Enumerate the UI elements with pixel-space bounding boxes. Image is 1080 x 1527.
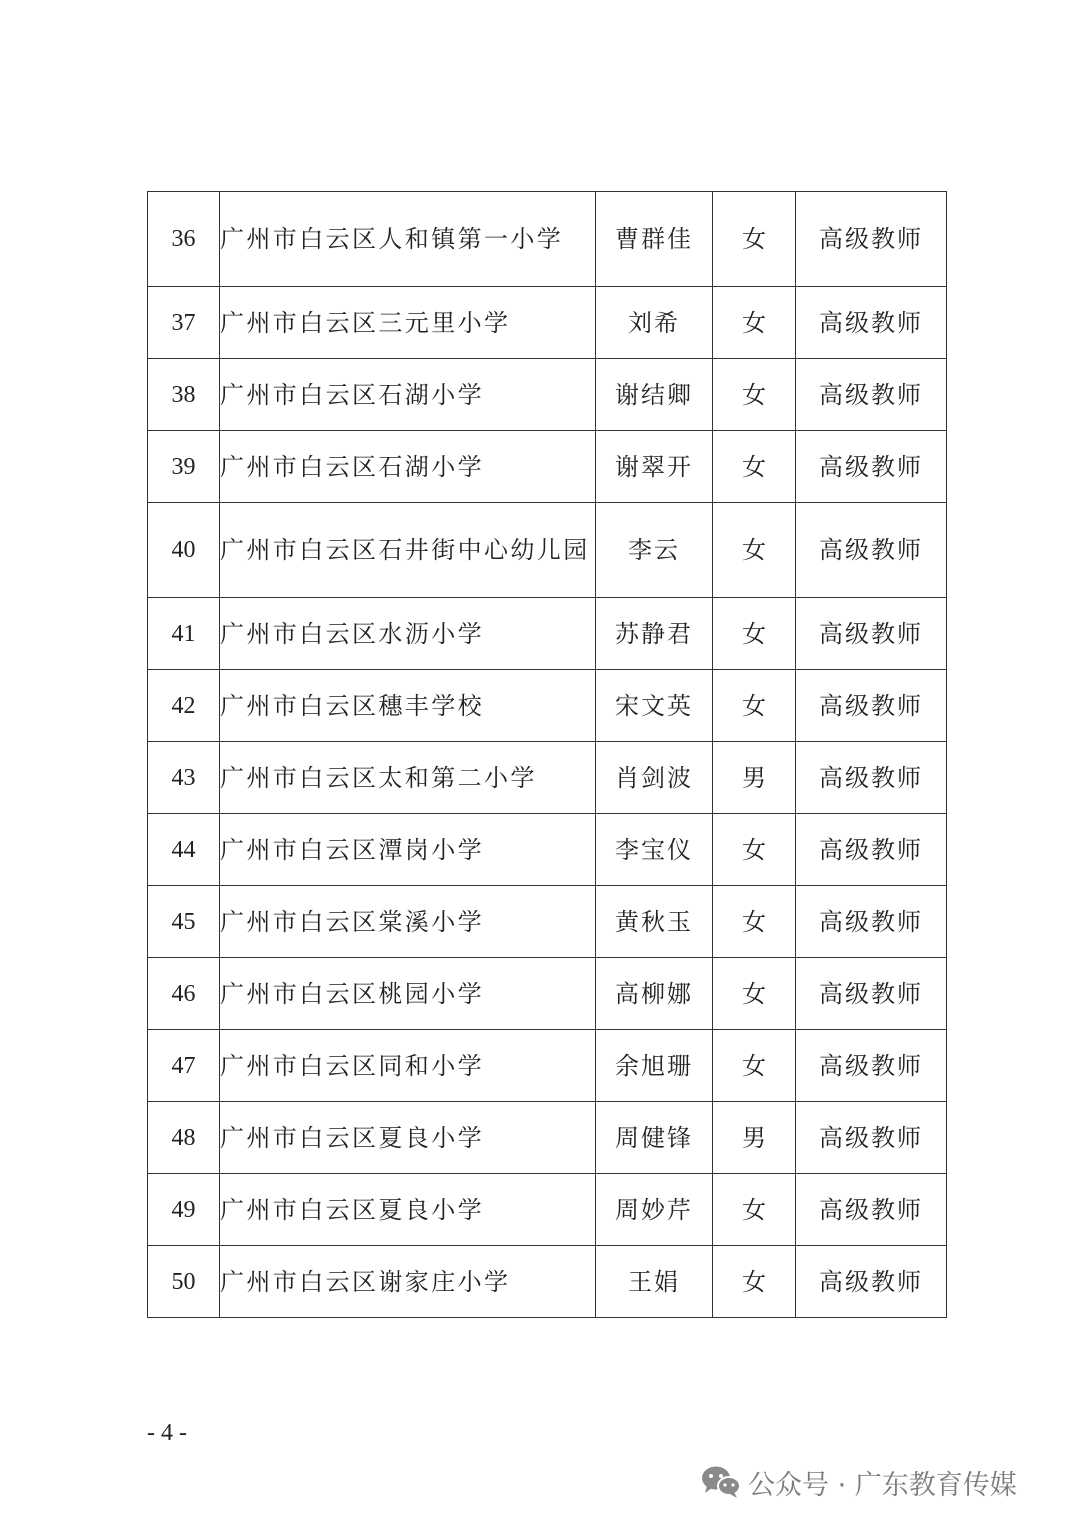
gender: 女 (713, 1246, 796, 1318)
professional-title: 高级教师 (796, 1246, 947, 1318)
row-number: 49 (148, 1174, 220, 1246)
school-name: 广州市白云区石湖小学 (220, 431, 596, 503)
table-row (148, 431, 947, 503)
professional-title: 高级教师 (796, 359, 947, 431)
teacher-name: 周妙芹 (596, 1174, 713, 1246)
professional-title: 高级教师 (796, 503, 947, 598)
gender: 男 (713, 742, 796, 814)
row-number: 37 (148, 287, 220, 359)
table-row (148, 742, 947, 814)
account-watermark (700, 1460, 1017, 1504)
gender: 男 (713, 1102, 796, 1174)
gender: 女 (713, 1030, 796, 1102)
professional-title: 高级教师 (796, 287, 947, 359)
professional-title: 高级教师 (796, 814, 947, 886)
row-number: 47 (148, 1030, 220, 1102)
gender: 女 (713, 503, 796, 598)
school-name: 广州市白云区夏良小学 (220, 1174, 596, 1246)
page-number: - 4 - (147, 1420, 187, 1446)
professional-title: 高级教师 (796, 598, 947, 670)
table-row (148, 886, 947, 958)
professional-title: 高级教师 (796, 670, 947, 742)
gender: 女 (713, 287, 796, 359)
row-number: 41 (148, 598, 220, 670)
professional-title: 高级教师 (796, 742, 947, 814)
table-row (148, 1174, 947, 1246)
wechat-icon (700, 1464, 742, 1500)
professional-title: 高级教师 (796, 1030, 947, 1102)
school-name: 广州市白云区太和第二小学 (220, 742, 596, 814)
table-row (148, 1102, 947, 1174)
school-name: 广州市白云区潭岗小学 (220, 814, 596, 886)
school-name: 广州市白云区人和镇第一小学 (220, 192, 596, 287)
teacher-name: 李宝仪 (596, 814, 713, 886)
row-number: 50 (148, 1246, 220, 1318)
gender: 女 (713, 359, 796, 431)
teacher-name: 肖剑波 (596, 742, 713, 814)
professional-title: 高级教师 (796, 1174, 947, 1246)
school-name: 广州市白云区棠溪小学 (220, 886, 596, 958)
row-number: 40 (148, 503, 220, 598)
row-number: 43 (148, 742, 220, 814)
teacher-name: 黄秋玉 (596, 886, 713, 958)
professional-title: 高级教师 (796, 1102, 947, 1174)
teacher-name: 刘希 (596, 287, 713, 359)
table-row (148, 958, 947, 1030)
school-name: 广州市白云区水沥小学 (220, 598, 596, 670)
teacher-name: 王娟 (596, 1246, 713, 1318)
table-row (148, 503, 947, 598)
watermark-text: 公众号 · 广东教育传媒 (748, 1469, 1017, 1501)
gender: 女 (713, 958, 796, 1030)
row-number: 42 (148, 670, 220, 742)
row-number: 46 (148, 958, 220, 1030)
row-number: 45 (148, 886, 220, 958)
school-name: 广州市白云区夏良小学 (220, 1102, 596, 1174)
row-number: 38 (148, 359, 220, 431)
professional-title: 高级教师 (796, 958, 947, 1030)
teacher-name: 余旭珊 (596, 1030, 713, 1102)
row-number: 36 (148, 192, 220, 287)
table-row (148, 598, 947, 670)
professional-title: 高级教师 (796, 886, 947, 958)
row-number: 39 (148, 431, 220, 503)
teacher-name: 谢结卿 (596, 359, 713, 431)
school-name: 广州市白云区同和小学 (220, 1030, 596, 1102)
teacher-name: 李云 (596, 503, 713, 598)
teacher-name: 曹群佳 (596, 192, 713, 287)
professional-title: 高级教师 (796, 192, 947, 287)
table-row (148, 670, 947, 742)
table-row (148, 814, 947, 886)
row-number: 44 (148, 814, 220, 886)
gender: 女 (713, 814, 796, 886)
school-name: 广州市白云区三元里小学 (220, 287, 596, 359)
gender: 女 (713, 886, 796, 958)
table-row (148, 287, 947, 359)
school-name: 广州市白云区穗丰学校 (220, 670, 596, 742)
school-name: 广州市白云区石井街中心幼儿园 (220, 503, 596, 598)
school-name: 广州市白云区谢家庄小学 (220, 1246, 596, 1318)
gender: 女 (713, 1174, 796, 1246)
gender: 女 (713, 598, 796, 670)
teacher-name: 高柳娜 (596, 958, 713, 1030)
gender: 女 (713, 192, 796, 287)
gender: 女 (713, 670, 796, 742)
school-name: 广州市白云区桃园小学 (220, 958, 596, 1030)
row-number: 48 (148, 1102, 220, 1174)
gender: 女 (713, 431, 796, 503)
teacher-roster-table (147, 191, 947, 1318)
teacher-name: 周健锋 (596, 1102, 713, 1174)
teacher-name: 宋文英 (596, 670, 713, 742)
professional-title: 高级教师 (796, 431, 947, 503)
teacher-name: 谢翠开 (596, 431, 713, 503)
teacher-name: 苏静君 (596, 598, 713, 670)
table-row (148, 1030, 947, 1102)
table-row (148, 1246, 947, 1318)
table-row (148, 359, 947, 431)
school-name: 广州市白云区石湖小学 (220, 359, 596, 431)
table-row (148, 192, 947, 287)
